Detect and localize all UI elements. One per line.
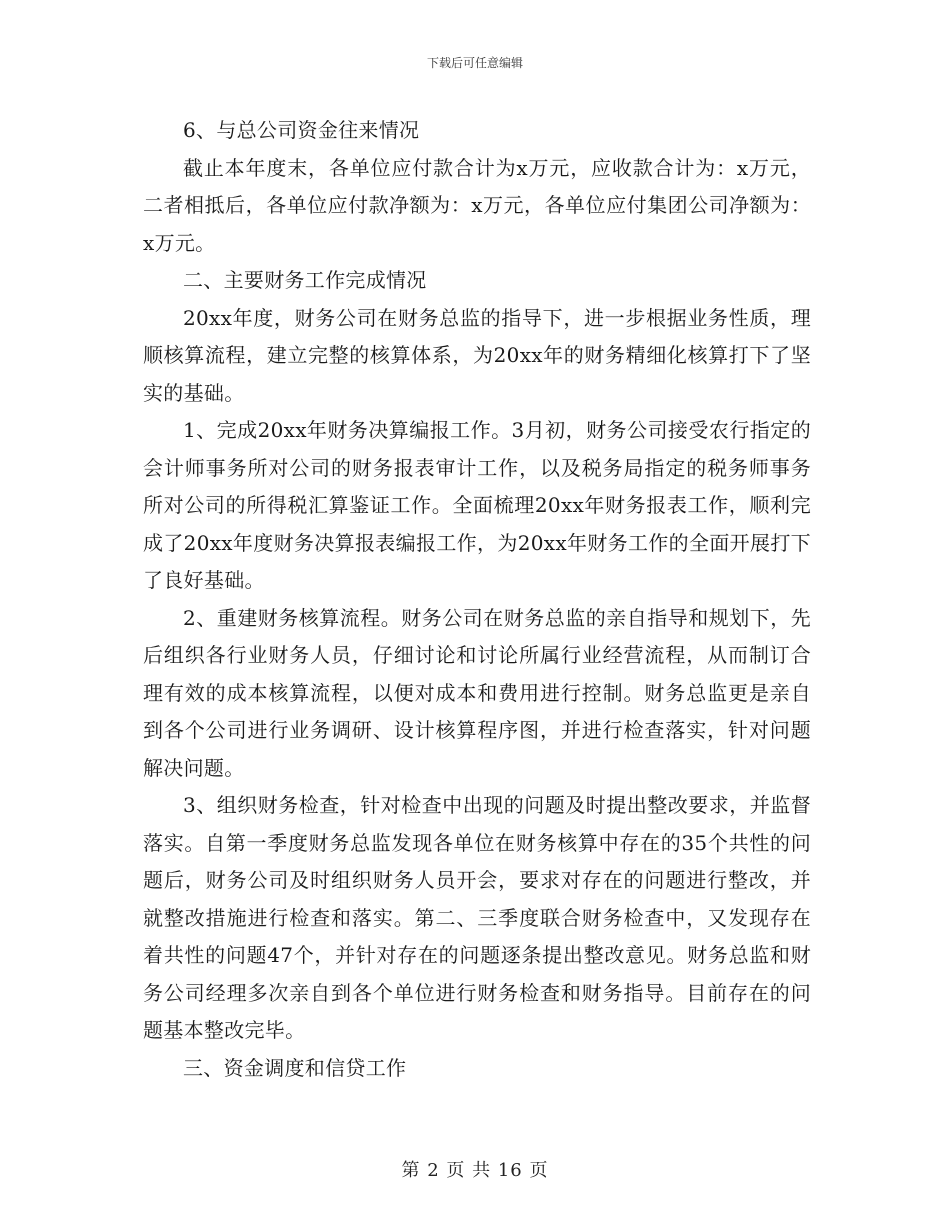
page-number-footer: 第 2 页 共 16 页: [401, 1160, 549, 1181]
page-header-note: 下载后可任意编辑: [426, 56, 523, 70]
paragraph-item-1-final-accounts: 1、完成20xx年财务决算编报工作。3月初，财务公司接受农行指定的会计师事务所对公司的财务报表审计工作，以及税务局指定的税务师事务所对公司的所得税汇算鉴证工作。全面梳理20xx年财务报表工作，顺利完成了20xx年度财务决算报表编报工作，为20xx年财务工作的全面开展打下了良好基础。: [143, 418, 811, 592]
section-heading-fund-transactions: 6、与总公司资金往来情况: [183, 118, 420, 142]
document-body: [143, 112, 811, 1087]
section-heading-funds-credit: 三、资金调度和信贷工作: [183, 1055, 407, 1080]
paragraph-payables-summary: 截止本年度末，各单位应付款合计为x万元，应收款合计为：x万元，二者相抵后，各单位应付款净额为：x万元，各单位应付集团公司净额为：x万元。: [143, 155, 811, 255]
paragraph-item-2-accounting-process: 2、重建财务核算流程。财务公司在财务总监的亲自指导和规划下，先后组织各行业财务人员，仔细讨论和讨论所属行业经营流程，从而制订合理有效的成本核算流程，以便对成本和费用进行控制。财务总监更是亲自到各个公司进行业务调研、设计核算程序图，并进行检查落实，针对问题解决问题。: [143, 605, 811, 780]
section-heading-main-work: 二、主要财务工作完成情况: [183, 268, 427, 292]
paragraph-annual-overview: 20xx年度，财务公司在财务总监的指导下，进一步根据业务性质，理顺核算流程，建立完整的核算体系，为20xx年的财务精细化核算打下了坚实的基础。: [143, 305, 811, 405]
paragraph-item-3-financial-inspection: 3、组织财务检查，针对检查中出现的问题及时提出整改要求，并监督落实。自第一季度财务总监发现各单位在财务核算中存在的35个共性的问题后，财务公司及时组织财务人员开会，要求对存在的问题进行整改，并就整改措施进行检查和落实。第二、三季度联合财务检查中，又发现存在着共性的问题47个，并针对存在的问题逐条提出整改意见。财务总监和财务公司经理多次亲自到各个单位进行财务检查和财务指导。目前存在的问题基本整改完毕。: [143, 793, 811, 1042]
